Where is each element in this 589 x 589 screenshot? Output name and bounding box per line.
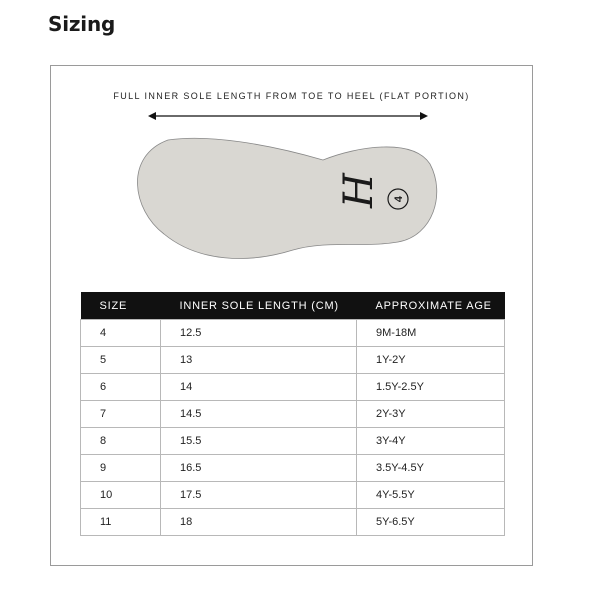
table-row [81,509,505,536]
table-row [81,401,505,428]
cell-length: 14.5 [161,401,357,428]
cell-length: 12.5 [161,320,357,347]
insole-shape [137,138,436,258]
column-header-length: INNER SOLE LENGTH (CM) [161,292,357,320]
table-row [81,320,505,347]
cell-age: 9M-18M [357,320,505,347]
column-header-age: APPROXIMATE AGE [357,292,505,320]
cell-age: 3.5Y-4.5Y [357,455,505,482]
cell-length: 18 [161,509,357,536]
cell-length: 15.5 [161,428,357,455]
cell-length: 16.5 [161,455,357,482]
cell-size: 9 [81,455,161,482]
cell-size: 5 [81,347,161,374]
column-header-size: SIZE [81,292,161,320]
cell-age: 1.5Y-2.5Y [357,374,505,401]
cell-size: 4 [81,320,161,347]
table-row [81,374,505,401]
measurement-caption: FULL INNER SOLE LENGTH FROM TOE TO HEEL (FLAT PORTION) [113,91,470,101]
brand-logo-letter: H [336,173,382,208]
cell-size: 6 [81,374,161,401]
table-row [81,482,505,509]
size-badge-number: 4 [393,195,405,203]
size-table [80,292,505,536]
cell-size: 7 [81,401,161,428]
table-row [81,428,505,455]
cell-age: 1Y-2Y [357,347,505,374]
page-title: Sizing [48,12,116,36]
cell-age: 5Y-6.5Y [357,509,505,536]
cell-size: 11 [81,509,161,536]
cell-length: 14 [161,374,357,401]
insole-illustration [128,134,442,266]
double-arrow-icon [148,110,428,122]
cell-length: 13 [161,347,357,374]
table-row [81,455,505,482]
cell-age: 4Y-5.5Y [357,482,505,509]
cell-length: 17.5 [161,482,357,509]
cell-size: 8 [81,428,161,455]
cell-age: 3Y-4Y [357,428,505,455]
table-row [81,347,505,374]
cell-size: 10 [81,482,161,509]
size-chart-image [50,65,533,566]
table-header-row [81,292,505,320]
cell-age: 2Y-3Y [357,401,505,428]
